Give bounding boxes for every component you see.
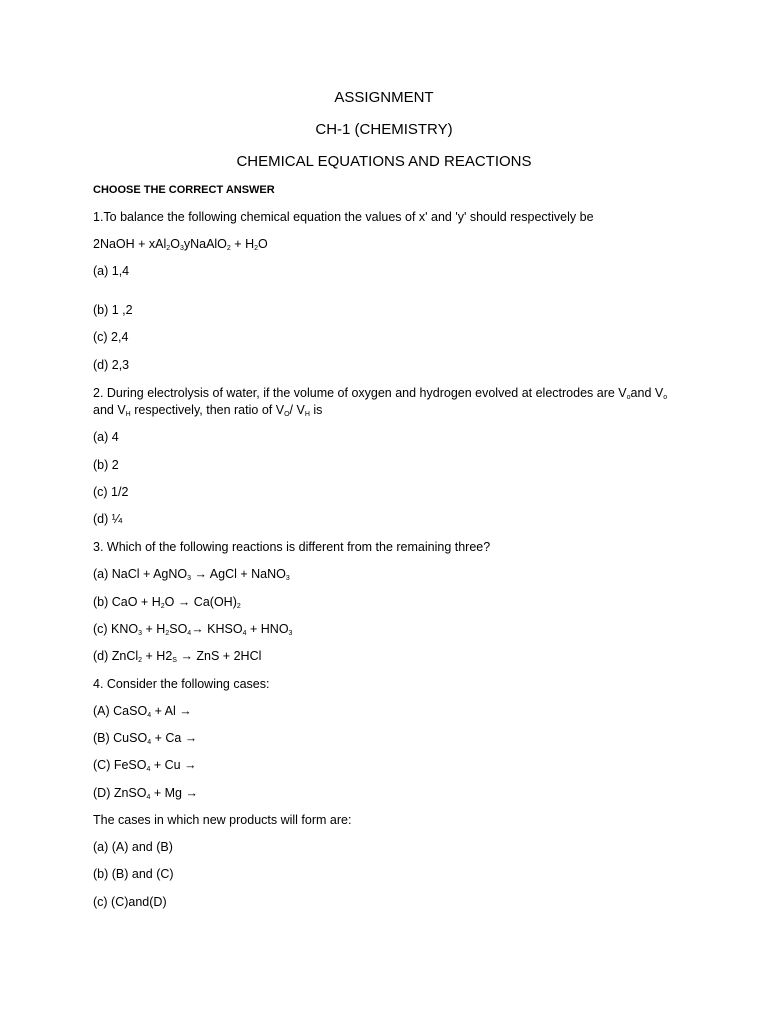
question-3-text: 3. Which of the following reactions is different from the remaining three? [93,540,491,554]
question-4-option-c: (c) (C)and(D) [93,895,167,909]
question-4-case-c: (C) FeSO$_4$ + Cu → [93,758,197,773]
question-3-option-a: (a) NaCl + AgNO$_3$ → AgCl + NaNO$_3$ [93,567,290,582]
question-4-case-a: (A) CaSO$_4$ + Al → [93,704,192,719]
question-4-prompt: The cases in which new products will form are: [93,813,352,827]
question-1-option-a: (a) 1,4 [93,264,130,278]
question-1-equation: 2NaOH + $xAl_2O_3yNaAlO_2 + H_2O$ [93,237,268,252]
question-4-text: 4. Consider the following cases: [93,677,270,691]
assignment-title: ASSIGNMENT [334,89,434,106]
question-1-option-c: (c) 2,4 [93,330,129,344]
question-2-option-b: (b) 2 [93,458,119,472]
question-4-option-b: (b) (B) and (C) [93,867,174,881]
question-2-option-a: (a) 4 [93,430,119,444]
question-2-option-c: (c) 1/2 [93,485,129,499]
question-4-case-d: (D) ZnSO$_4$ + Mg → [93,786,198,801]
question-3-option-c: (c) $KNO_3 + H_2SO_4\to$ $KHSO_4 + HNO_3$ [93,622,293,637]
instruction-text: CHOOSE THE CORRECT ANSWER [93,184,275,196]
question-4-case-b: (B) CuSO$_4$ + Ca → [93,731,198,746]
question-2-option-d: (d) ¼ [93,512,123,526]
question-1-option-b: (b) 1 ,2 [93,303,133,317]
question-3-option-b: (b) CaO + $H_2O \to Ca(OH)_2$ [93,595,241,610]
question-3-option-d: (d) ZnCl$_2$ + $H2_S$ → ZnS + 2HCl [93,649,262,664]
question-4-option-a: (a) (A) and (B) [93,840,173,854]
question-2-text: 2. During electrolysis of water, if the volume of oxygen and hydrogen evolved at electrodes are $V_oand$ $V_o$ and $V_H$ respectively, then ratio of $V_O/$ $V_H$ is [93,386,668,418]
chapter-title: CH-1 (CHEMISTRY) [315,121,453,138]
topic-title: CHEMICAL EQUATIONS AND REACTIONS [236,153,532,170]
question-1-text: 1.To balance the following chemical equation the values of x' and 'y' should respectively be [93,210,594,224]
question-1-option-d: (d) 2,3 [93,358,130,372]
